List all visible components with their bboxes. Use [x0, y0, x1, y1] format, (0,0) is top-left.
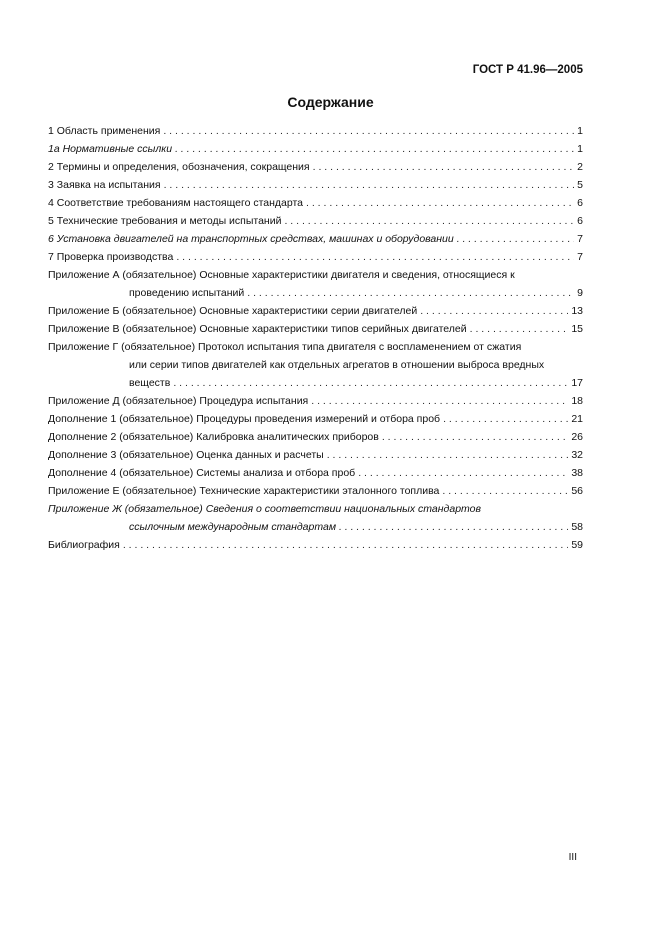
- toc-entry-title: 5 Технические требования и методы испытаний: [48, 215, 282, 227]
- toc-entry[interactable]: [48, 140, 583, 158]
- toc-entry-title: 3 Заявка на испытания: [48, 179, 161, 191]
- toc-entry-title: 7 Проверка производства: [48, 251, 174, 263]
- dot-leader: [173, 374, 568, 392]
- toc-entry-title: 2 Термины и определения, обозначения, сокращения: [48, 161, 310, 173]
- toc-entry[interactable]: [48, 446, 583, 464]
- toc-entry-title: 1 Область применения: [48, 125, 161, 137]
- dot-leader: [164, 176, 575, 194]
- toc-entry-title: Дополнение 3 (обязательное) Оценка данных и расчеты: [48, 449, 324, 461]
- dot-leader: [175, 140, 574, 158]
- toc-entry-title: Приложение А (обязательное) Основные характеристики двигателя и сведения, относящиеся к: [48, 269, 515, 281]
- toc-entry-title: проведению испытаний: [129, 287, 245, 299]
- dot-leader: [443, 410, 568, 428]
- toc-entry-title: Дополнение 4 (обязательное) Системы анализа и отбора проб: [48, 467, 356, 479]
- toc-entry-page: 7: [577, 251, 583, 263]
- toc-entry-page: 7: [577, 233, 583, 245]
- dot-leader: [420, 302, 568, 320]
- toc-entry-page: 38: [571, 467, 583, 479]
- dot-leader: [470, 320, 569, 338]
- toc-entry[interactable]: [48, 536, 583, 554]
- toc-entry-title: 6 Установка двигателей на транспортных средствах, машинах и оборудовании: [48, 233, 454, 245]
- toc-entry[interactable]: [48, 338, 583, 392]
- dot-leader: [247, 284, 574, 302]
- dot-leader: [457, 230, 574, 248]
- toc-entry-title: веществ: [129, 377, 171, 389]
- dot-leader: [327, 446, 569, 464]
- toc-entry-page: 1: [577, 125, 583, 137]
- dot-leader: [176, 248, 574, 266]
- toc-entry-title: Дополнение 2 (обязательное) Калибровка аналитических приборов: [48, 431, 379, 443]
- toc-entry-title: Приложение Е (обязательное) Технические характеристики эталонного топлива: [48, 485, 440, 497]
- toc-entry[interactable]: [48, 248, 583, 266]
- dot-leader: [442, 482, 568, 500]
- toc-entry-page: 59: [571, 539, 583, 551]
- toc-entry-page: 1: [577, 143, 583, 155]
- toc-entry-title: Библиография: [48, 539, 120, 551]
- toc-entry[interactable]: [48, 266, 583, 302]
- toc-entry[interactable]: [48, 410, 583, 428]
- toc-entry[interactable]: [48, 428, 583, 446]
- toc-entry-title: Приложение Г (обязательное) Протокол испытания типа двигателя с воспламенением от сжатия: [48, 341, 522, 353]
- toc-entry-title: 1а Нормативные ссылки: [48, 143, 173, 155]
- toc-entry[interactable]: [48, 194, 583, 212]
- toc-entry-page: 26: [571, 431, 583, 443]
- dot-leader: [339, 518, 568, 536]
- toc-entry[interactable]: [48, 392, 583, 410]
- dot-leader: [306, 194, 574, 212]
- dot-leader: [163, 122, 574, 140]
- toc-entry-page: 58: [571, 521, 583, 533]
- dot-leader: [123, 536, 568, 554]
- page-number: III: [568, 852, 577, 863]
- toc-entry[interactable]: [48, 464, 583, 482]
- toc-entry-page: 2: [577, 161, 583, 173]
- toc-entry-title: Приложение Ж (обязательное) Сведения о соответствии национальных стандартов: [48, 503, 481, 515]
- toc-entry[interactable]: [48, 482, 583, 500]
- toc-entry-page: 15: [571, 323, 583, 335]
- toc-entry-page: 5: [577, 179, 583, 191]
- toc-entry[interactable]: [48, 176, 583, 194]
- toc-entry-page: 6: [577, 215, 583, 227]
- toc-entry[interactable]: [48, 230, 583, 248]
- document-code: ГОСТ Р 41.96—2005: [472, 64, 583, 76]
- toc-entry-page: 9: [577, 287, 583, 299]
- toc-title: Содержание: [287, 94, 374, 110]
- dot-leader: [382, 428, 568, 446]
- toc-entry-title: или серии типов двигателей как отдельных агрегатов в отношении выброса вредных: [129, 359, 545, 371]
- dot-leader: [311, 392, 568, 410]
- toc-entry[interactable]: [48, 122, 583, 140]
- dot-leader: [284, 212, 574, 230]
- toc-entry-title: Приложение Б (обязательное) Основные характеристики серии двигателей: [48, 305, 418, 317]
- toc-entry[interactable]: [48, 320, 583, 338]
- toc-entry[interactable]: [48, 158, 583, 176]
- toc-entry-title: Приложение В (обязательное) Основные характеристики типов серийных двигателей: [48, 323, 467, 335]
- toc-entry-page: 6: [577, 197, 583, 209]
- toc-entry-page: 32: [571, 449, 583, 461]
- toc-entry-page: 18: [571, 395, 583, 407]
- toc-entry-title: Дополнение 1 (обязательное) Процедуры проведения измерений и отбора проб: [48, 413, 441, 425]
- toc-entry-page: 17: [571, 377, 583, 389]
- table-of-contents: [48, 122, 583, 554]
- dot-leader: [313, 158, 575, 176]
- toc-entry-title: ссылочным международным стандартам: [129, 521, 337, 533]
- toc-entry-page: 21: [571, 413, 583, 425]
- toc-entry[interactable]: [48, 500, 583, 536]
- toc-entry-page: 13: [571, 305, 583, 317]
- toc-entry[interactable]: [48, 212, 583, 230]
- toc-entry-title: Приложение Д (обязательное) Процедура испытания: [48, 395, 309, 407]
- toc-entry-page: 56: [571, 485, 583, 497]
- toc-entry-title: 4 Соответствие требованиям настоящего стандарта: [48, 197, 304, 209]
- toc-entry[interactable]: [48, 302, 583, 320]
- dot-leader: [358, 464, 568, 482]
